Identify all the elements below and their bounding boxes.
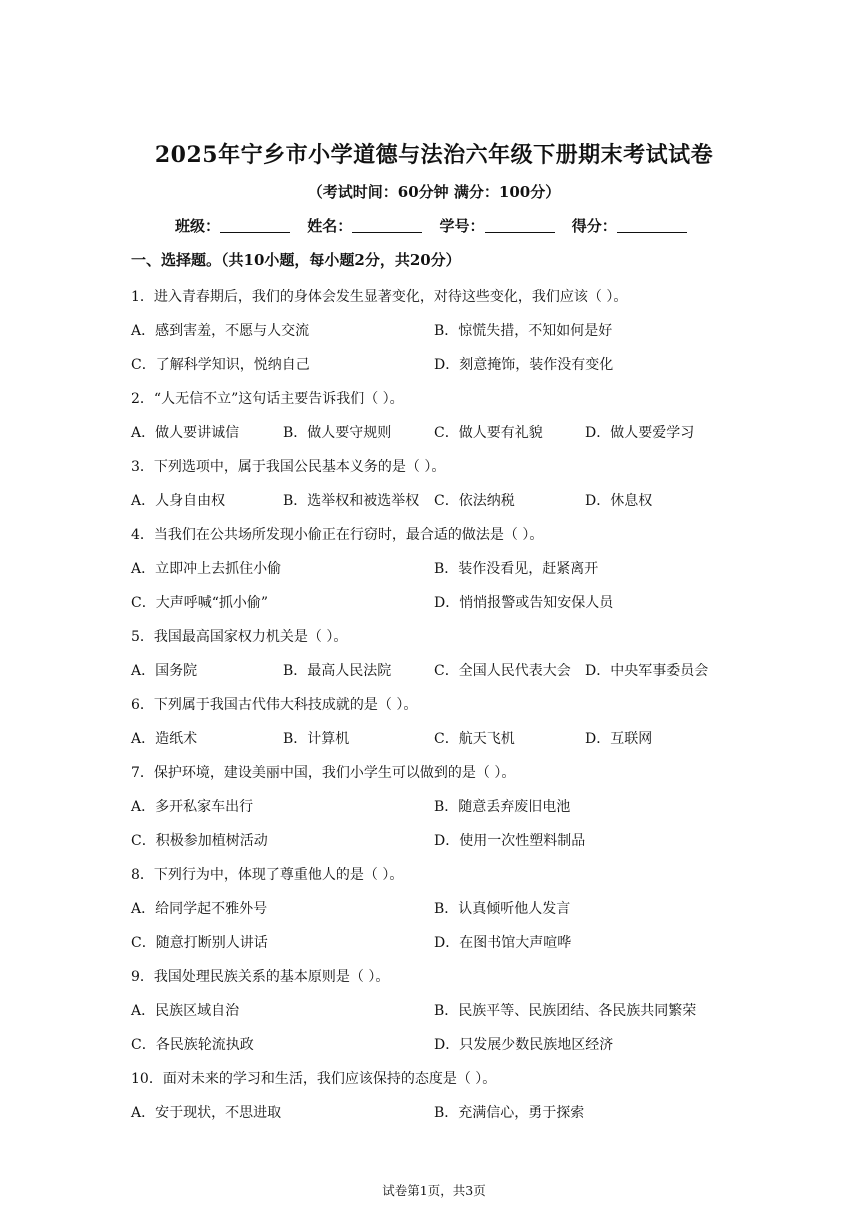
question-2-option-d: D．做人要爱学习 xyxy=(585,425,695,441)
question-9-option-a: A．民族区域自治 xyxy=(131,1003,240,1019)
score-blank[interactable] xyxy=(617,216,687,233)
section-heading: 一、选择题。（共10小题，每小题2分，共20分） xyxy=(131,251,461,269)
question-3-option-b: B．选举权和被选举权 xyxy=(283,493,420,509)
name-blank[interactable] xyxy=(352,216,422,233)
question-10-option-a: A．安于现状，不思进取 xyxy=(131,1105,282,1121)
question-6-option-d: D．互联网 xyxy=(585,731,653,747)
class-blank[interactable] xyxy=(220,216,290,233)
question-4-stem: 4．当我们在公共场所发现小偷正在行窃时，最合适的做法是（ ）。 xyxy=(131,527,544,543)
page-footer: 试卷第1页，共3页 xyxy=(382,1183,486,1198)
student-id-blank[interactable] xyxy=(485,216,555,233)
question-10-stem: 10．面对未来的学习和生活，我们应该保持的态度是（ ）。 xyxy=(131,1071,497,1087)
question-5-option-b: B．最高人民法院 xyxy=(283,663,392,679)
question-7-option-d: D．使用一次性塑料制品 xyxy=(434,833,586,849)
question-2-stem: 2．“人无信不立”这句话主要告诉我们（ ）。 xyxy=(131,391,404,407)
question-6-option-b: B．计算机 xyxy=(283,731,350,747)
question-3-stem: 3．下列选项中，属于我国公民基本义务的是（ ）。 xyxy=(131,459,446,475)
question-6-option-c: C．航天飞机 xyxy=(434,731,515,747)
question-7-stem: 7．保护环境，建设美丽中国，我们小学生可以做到的是（ ）。 xyxy=(131,765,516,781)
student-id-label: 学号： xyxy=(439,217,485,235)
question-5-option-c: C．全国人民代表大会 xyxy=(434,663,571,679)
question-4-option-d: D．悄悄报警或告知安保人员 xyxy=(434,595,614,611)
class-label: 班级： xyxy=(175,217,221,235)
question-10-option-b: B．充满信心，勇于探索 xyxy=(434,1105,585,1121)
question-3-option-d: D．休息权 xyxy=(585,493,653,509)
question-8-option-b: B．认真倾听他人发言 xyxy=(434,901,571,917)
name-label: 姓名： xyxy=(307,217,353,235)
question-3-option-c: C．依法纳税 xyxy=(434,493,515,509)
question-5-option-d: D．中央军事委员会 xyxy=(585,663,709,679)
question-8-option-c: C．随意打断别人讲话 xyxy=(131,935,268,951)
question-7-option-a: A．多开私家车出行 xyxy=(131,799,254,815)
question-9-option-d: D．只发展少数民族地区经济 xyxy=(434,1037,614,1053)
question-1-option-c: C．了解科学知识，悦纳自己 xyxy=(131,357,310,373)
question-4-option-c: C．大声呼喊“抓小偷” xyxy=(131,595,269,611)
question-4-option-b: B．装作没看见，赶紧离开 xyxy=(434,561,599,577)
question-3-option-a: A．人身自由权 xyxy=(131,493,226,509)
student-info-line xyxy=(175,215,699,236)
question-5-option-a: A．国务院 xyxy=(131,663,198,679)
question-7-option-b: B．随意丢弃废旧电池 xyxy=(434,799,571,815)
question-6-stem: 6．下列属于我国古代伟大科技成就的是（ ）。 xyxy=(131,697,418,713)
question-7-option-c: C．积极参加植树活动 xyxy=(131,833,268,849)
question-5-stem: 5．我国最高国家权力机关是（ ）。 xyxy=(131,629,348,645)
question-4-option-a: A．立即冲上去抓住小偷 xyxy=(131,561,282,577)
question-1-option-b: B．惊慌失措，不知如何是好 xyxy=(434,323,613,339)
question-2-option-b: B．做人要守规则 xyxy=(283,425,392,441)
question-9-stem: 9．我国处理民族关系的基本原则是（ ）。 xyxy=(131,969,390,985)
score-label: 得分： xyxy=(571,217,617,235)
question-8-option-a: A．给同学起不雅外号 xyxy=(131,901,268,917)
exam-title: 2025年宁乡市小学道德与法治六年级下册期末考试试卷 xyxy=(154,142,714,168)
exam-subtitle: （考试时间：60分钟 满分：100分） xyxy=(307,183,561,201)
question-8-stem: 8．下列行为中，体现了尊重他人的是（ ）。 xyxy=(131,867,404,883)
question-8-option-d: D．在图书馆大声喧哗 xyxy=(434,935,572,951)
question-1-option-d: D．刻意掩饰，装作没有变化 xyxy=(434,357,614,373)
question-1-option-a: A．感到害羞，不愿与人交流 xyxy=(131,323,310,339)
question-2-option-c: C．做人要有礼貌 xyxy=(434,425,543,441)
question-9-option-c: C．各民族轮流执政 xyxy=(131,1037,254,1053)
question-6-option-a: A．造纸术 xyxy=(131,731,198,747)
question-9-option-b: B．民族平等、民族团结、各民族共同繁荣 xyxy=(434,1003,697,1019)
question-1-stem: 1．进入青春期后，我们的身体会发生显著变化，对待这些变化，我们应该（ ）。 xyxy=(131,289,628,305)
question-2-option-a: A．做人要讲诚信 xyxy=(131,425,240,441)
